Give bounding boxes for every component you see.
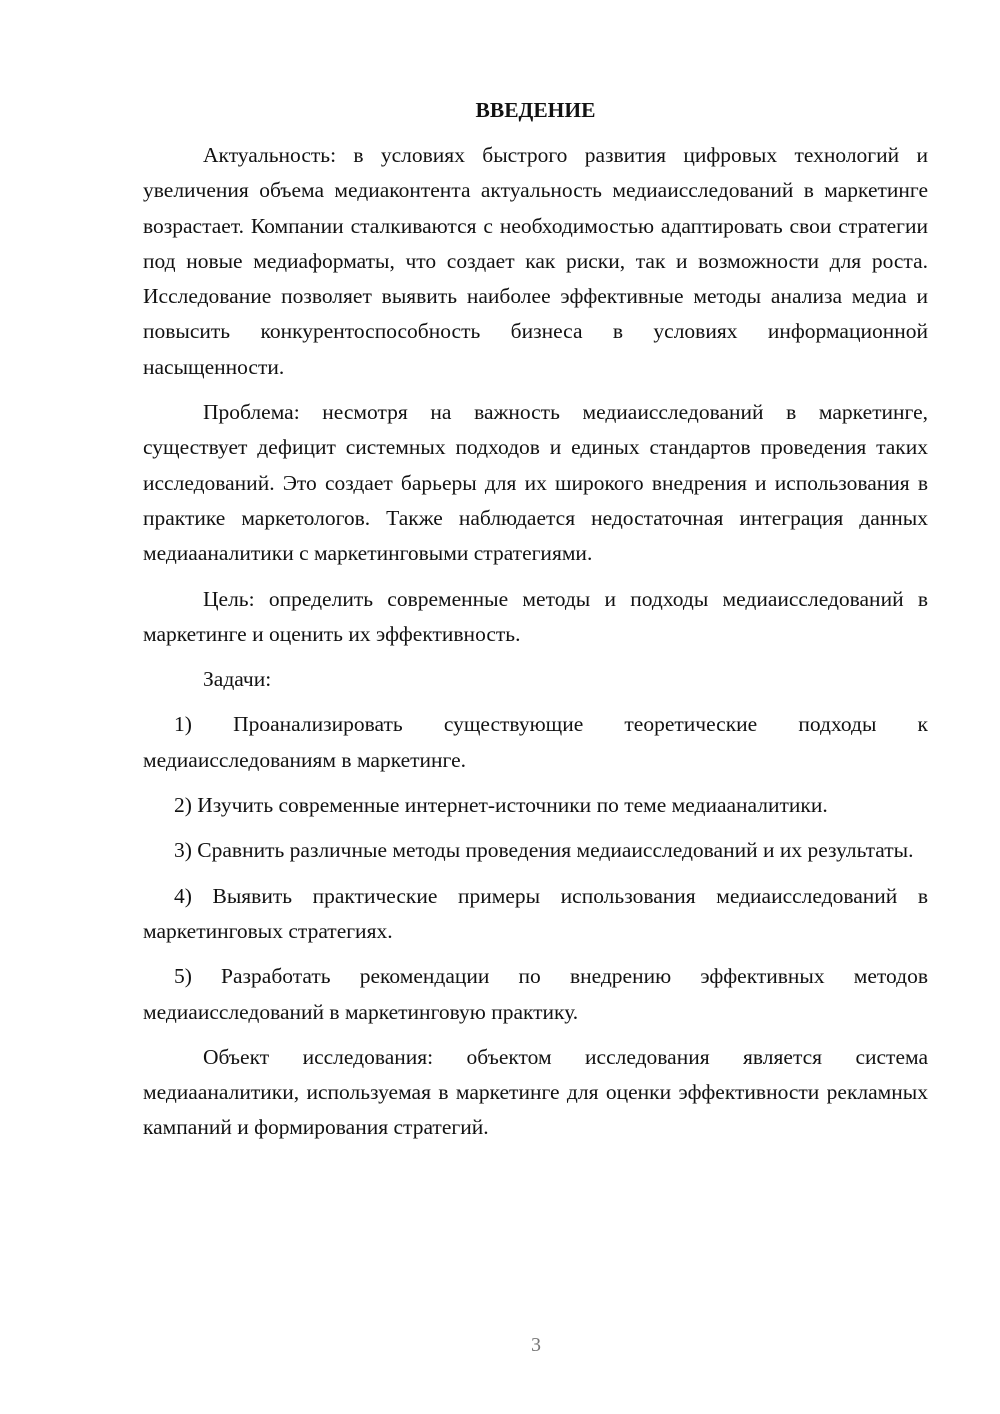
task-item-2: 2) Изучить современные интернет-источники по теме медиааналитики.: [174, 793, 828, 818]
task-item-1: 1) Проанализировать существующие теоретические подходы к медиаисследованиям в маркетинге.: [143, 712, 928, 772]
task-item-5: 5) Разработать рекомендации по внедрению эффективных методов медиаисследований в маркетинговую практику.: [143, 964, 928, 1024]
paragraph-goal: Цель: определить современные методы и подходы медиаисследований в маркетинге и оценить их эффективность.: [143, 586, 928, 646]
paragraph-object: Объект исследования: объектом исследования является система медиааналитики, используемая в маркетинге для оценки эффективности рекламных кампаний и формирования стратегий.: [143, 1044, 928, 1140]
document-page: [143, 93, 928, 1146]
section-heading: ВВЕДЕНИЕ: [475, 98, 596, 122]
tasks-label: Задачи:: [203, 667, 272, 692]
task-item-4: 4) Выявить практические примеры использования медиаисследований в маркетинговых стратегиях.: [143, 883, 928, 943]
paragraph-problem: Проблема: несмотря на важность медиаисследований в маркетинге, существует дефицит системных подходов и единых стандартов проведения таких исследований. Это создает барьеры для их широкого внедрения и использования в практике маркетологов. Также наблюдается недостаточная интеграция данных медиааналитики с маркетинговыми стратегиями.: [143, 400, 928, 566]
task-item-3: 3) Сравнить различные методы проведения медиаисследований и их результаты.: [174, 838, 914, 863]
page-number: 3: [531, 1334, 541, 1356]
paragraph-relevance: Актуальность: в условиях быстрого развития цифровых технологий и увеличения объема медиаконтента актуальность медиаисследований в маркетинге возрастает. Компании сталкиваются с необходимостью адаптировать свои стратегии под новые медиаформаты, что создает как риски, так и возможности для роста. Исследование позволяет выявить наиболее эффективные методы анализа медиа и повысить конкурентоспособность бизнеса в условиях информационной насыщенности.: [143, 143, 928, 379]
